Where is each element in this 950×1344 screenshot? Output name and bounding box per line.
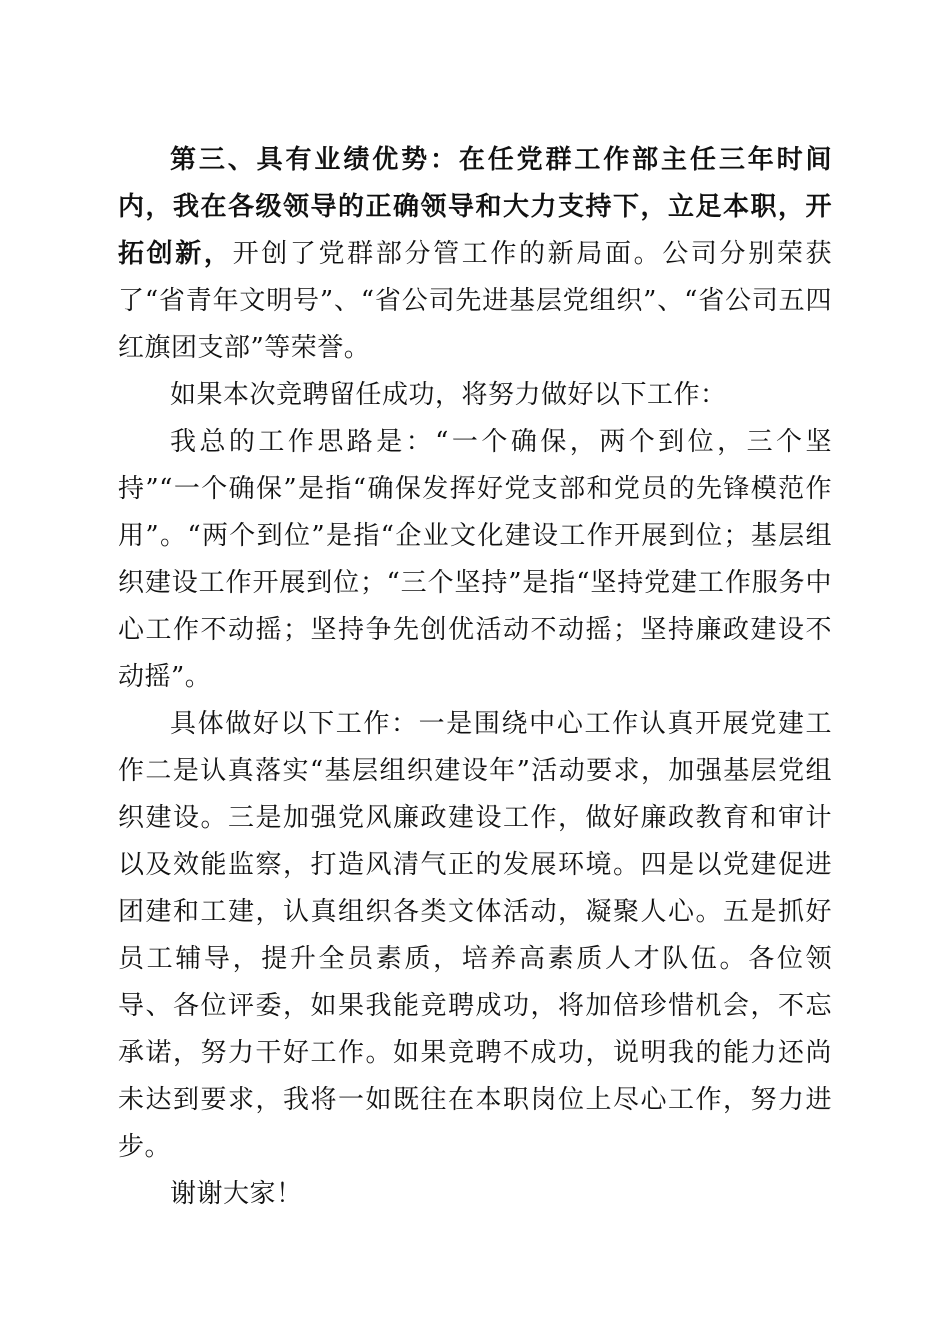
paragraph-thanks: 谢谢大家！: [170, 1179, 303, 1209]
paragraph-performance-advantage: [118, 137, 832, 372]
document-body: [118, 137, 832, 1218]
paragraph-work-approach: 我总的工作思路是：“一个确保，两个到位，三个坚持”“一个确保”是指“确保发挥好党支部和党员的先锋模范作用”。“两个到位”是指“企业文化建设工作开展到位；基层组织建设工作开展到位；“三个坚持”是指“坚持党建工作服务中心工作不动摇；坚持争先创优活动不动摇；坚持廉政建设不动摇”。: [118, 427, 832, 692]
paragraph-bold-lead: 第三、具有业绩优势：在任党群工作部主任三年时间内，我在各级领导的正确领导和大力支持下，立足本职，开拓创新，: [118, 145, 832, 269]
paragraph-specific-work: 具体做好以下工作：一是围绕中心工作认真开展党建工作二是认真落实“基层组织建设年”活动要求，加强基层党组织建设。三是加强党风廉政建设工作，做好廉政教育和审计以及效能监察，打造风清气正的发展环境。四是以党建促进团建和工建，认真组织各类文体活动，凝聚人心。五是抓好员工辅导，提升全员素质，培养高素质人才队伍。各位领导、各位评委，如果我能竞聘成功，将加倍珍惜机会，不忘承诺，努力干好工作。如果竞聘不成功，说明我的能力还尚未达到要求，我将一如既往在本职岗位上尽心工作，努力进步。: [118, 709, 832, 1162]
paragraph-text: 开创了党群部分管工作的新局面。公司分别荣获了“省青年文明号”、“省公司先进基层党组织”、“省公司五四红旗团支部”等荣誉。: [118, 239, 832, 363]
paragraph-if-reappointed: 如果本次竞聘留任成功，将努力做好以下工作：: [170, 380, 727, 410]
